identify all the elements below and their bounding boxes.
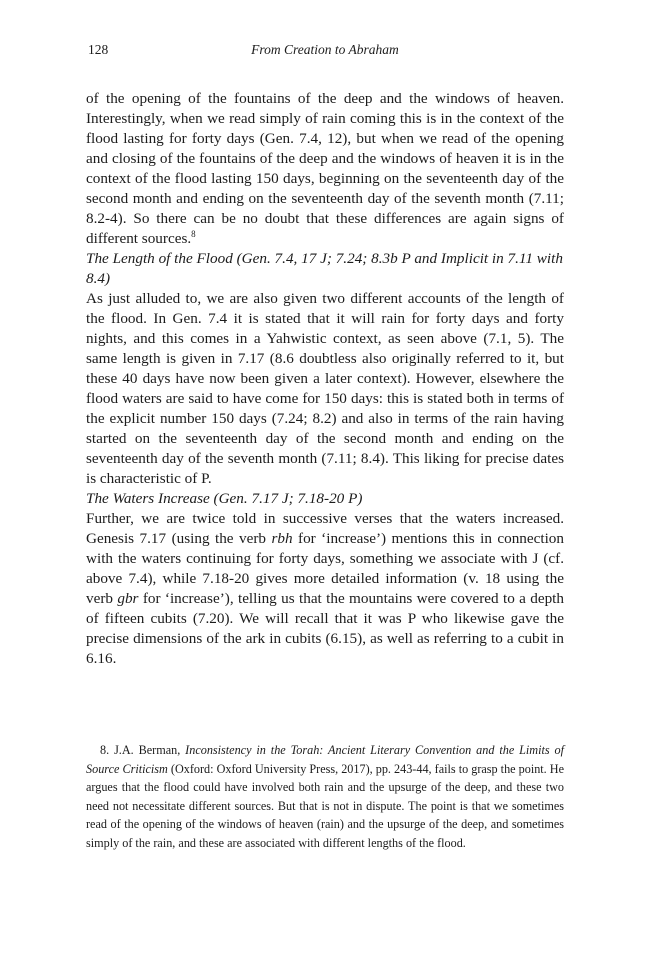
section-heading-waters-increase: The Waters Increase (Gen. 7.17 J; 7.18-20 P): [86, 490, 363, 507]
paragraph-3: [86, 509, 564, 669]
paragraph-3-text-c: for ‘increase’), telling us that the mountains were covered to a depth of fifteen cubits (7.20). We will recall that it was P who likewise gave the precise dimensions of the ark in cubits (6.15), as well as referring to a cubit in 6.16.: [86, 590, 564, 667]
paragraph-1: [86, 89, 564, 249]
footnote-ref-8[interactable]: 8: [191, 229, 196, 239]
paragraph-3-text-b: for ‘increase’) mentions this in connection with the waters continuing for forty days, something we associate with J (cf. above 7.4), while 7.18-20 gives more detailed information (v. 18 using the verb: [86, 530, 564, 607]
section-heading-length-of-flood: The Length of the Flood (Gen. 7.4, 17 J; 7.24; 8.3b P and Implicit in 7.11 with 8.4): [86, 250, 563, 287]
running-title: From Creation to Abraham: [251, 42, 399, 57]
footnote-number: 8.: [100, 743, 110, 757]
footnotes: [86, 741, 564, 852]
hebrew-verb-rbh: rbh: [271, 530, 293, 547]
running-head: [88, 41, 562, 59]
hebrew-verb-gbr: gbr: [117, 590, 139, 607]
paragraph-1-text: of the opening of the fountains of the deep and the windows of heaven. Interestingly, when we read simply of rain coming this is in the context of the flood lasting for forty days (Gen. 7.4, 12), but when we read of the opening and closing of the fountains of the deep and the windows of heaven it is in the context of the flood lasting 150 days, beginning on the seventeenth day of the second month and ending on the seventeenth day of the seventh month (7.11; 8.2-4). So there can be no doubt that these differences are again signs of different sources.: [86, 90, 564, 247]
paragraph-2: As just alluded to, we are also given two different accounts of the length of the flood. In Gen. 7.4 it is stated that it will rain for forty days and forty nights, and this comes in a Yahwistic context, as seen above (7.1, 5). The same length is given in 7.17 (8.6 doubtless also originally referred to it, but these 40 days have now been given a later context). However, elsewhere the flood waters are said to have come for 150 days: this is stated both in terms of the explicit number 150 days (7.24; 8.2) and also in terms of the rain having started on the seventeenth day of the second month and ending on the seventeenth day of the seventh month (7.11; 8.4). This liking for precise dates is characteristic of P.: [86, 290, 564, 487]
paragraph-3-text-a: Further, we are twice told in successive verses that the waters increased. Genesis 7.17 (using the verb: [86, 510, 564, 547]
page-number: 128: [88, 42, 109, 57]
footnote-8: [86, 741, 564, 852]
footnote-author: J.A. Berman,: [114, 743, 181, 757]
footnote-text: (Oxford: Oxford University Press, 2017), pp. 243-44, fails to grasp the point. He argues that the flood could have involved both rain and the upsurge of the deep, and these two need not necessitate different sources. But that is not in dispute. The point is that we sometimes read of the opening of the windows of heaven (rain) and the upsurge of the deep, and sometimes simply of the rain, and these are associated with different lengths of the flood.: [86, 761, 564, 850]
main-text: [86, 89, 564, 669]
footnote-book-title: Inconsistency in the Torah: Ancient Literary Convention and the Limits of Source Criticism: [86, 743, 565, 776]
